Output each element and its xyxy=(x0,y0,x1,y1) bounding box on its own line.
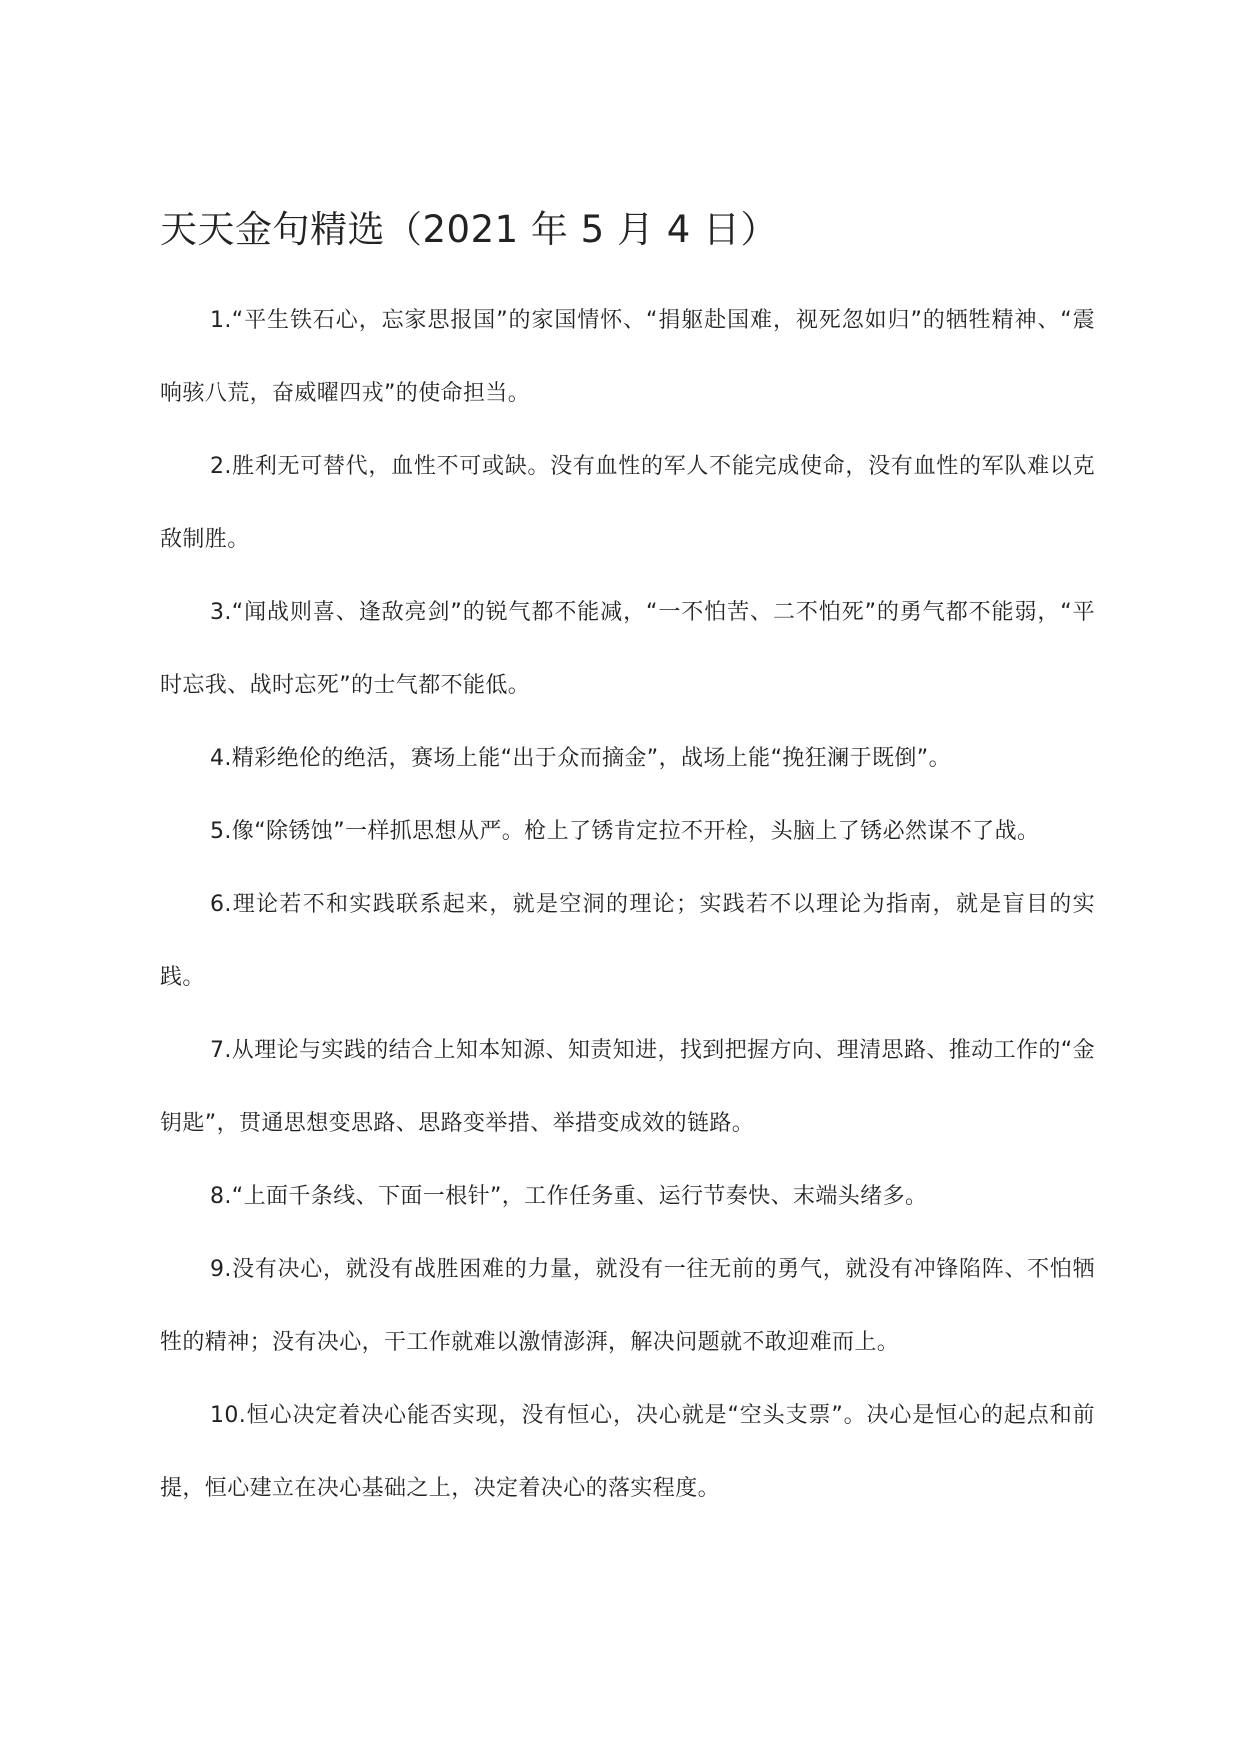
quote-list xyxy=(160,284,1095,1525)
quote-item: 5.像“除锈蚀”一样抓思想从严。枪上了锈肯定拉不开栓，头脑上了锈必然谋不了战。 xyxy=(210,819,1040,844)
quote-item: 1.“平生铁石心，忘家思报国”的家国情怀、“捐躯赴国难，视死忽如归”的牺牲精神、“震响骇八荒，奋威曜四戎”的使命担当。 xyxy=(160,308,1095,406)
quote-item: 4.精彩绝伦的绝活，赛场上能“出于众而摘金”，战场上能“挽狂澜于既倒”。 xyxy=(210,746,951,771)
quote-item: 9.没有决心，就没有战胜困难的力量，就没有一往无前的勇气，就没有冲锋陷阵、不怕牺牲的精神；没有决心，干工作就难以激情澎湃，解决问题就不敢迎难而上。 xyxy=(160,1257,1095,1355)
quote-item: 3.“闻战则喜、逢敌亮剑”的锐气都不能减，“一不怕苦、二不怕死”的勇气都不能弱，“平时忘我、战时忘死”的士气都不能低。 xyxy=(160,600,1095,698)
quote-item: 10.恒心决定着决心能否实现，没有恒心，决心就是“空头支票”。决心是恒心的起点和前提，恒心建立在决心基础之上，决定着决心的落实程度。 xyxy=(160,1403,1095,1501)
quote-item: 8.“上面千条线、下面一根针”，工作任务重、运行节奏快、末端头绪多。 xyxy=(210,1184,928,1209)
quote-item: 2.胜利无可替代，血性不可或缺。没有血性的军人不能完成使命，没有血性的军队难以克敌制胜。 xyxy=(160,454,1095,552)
page-title: 天天金句精选（2021 年 5 月 4 日） xyxy=(160,208,779,251)
quote-item: 6.理论若不和实践联系起来，就是空洞的理论；实践若不以理论为指南，就是盲目的实践。 xyxy=(160,892,1095,990)
quote-item: 7.从理论与实践的结合上知本知源、知责知进，找到把握方向、理清思路、推动工作的“金钥匙”，贯通思想变思路、思路变举措、举措变成效的链路。 xyxy=(160,1038,1095,1136)
document-page xyxy=(160,200,1095,1525)
